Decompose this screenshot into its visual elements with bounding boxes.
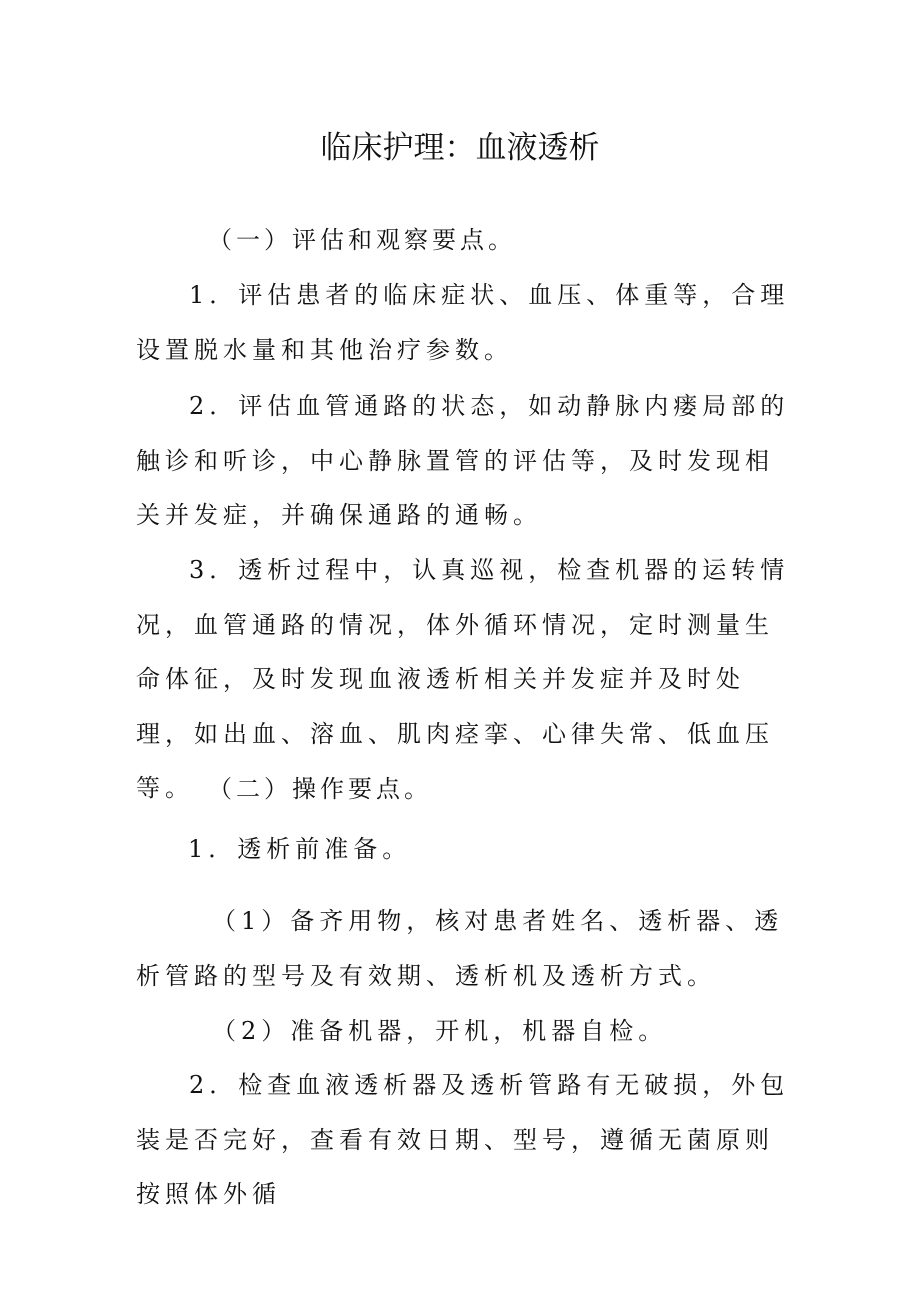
paragraph-assess-vascular-access: 2．评估血管通路的状态，如动静脉内瘘局部的触诊和听诊，中心静脉置管的评估等，及时发现相关并发症，并确保通路的通畅。 <box>136 392 790 529</box>
paragraph-assess-symptoms: 1．评估患者的临床症状、血压、体重等，合理设置脱水量和其他治疗参数。 <box>136 281 790 364</box>
paragraph-prepare-machine: （2）准备机器，开机，机器自检。 <box>212 1017 668 1045</box>
paragraph-pre-dialysis: 1．透析前准备。 <box>188 835 412 863</box>
section-heading-assessment: （一）评估和观察要点。 <box>208 226 516 254</box>
section-heading-operation: （二）操作要点。 <box>208 775 432 803</box>
page-title: 临床护理：血液透析 <box>320 130 600 166</box>
paragraph-prepare-supplies: （1）备齐用物，核对患者姓名、透析器、透析管路的型号及有效期、透析机及透析方式。 <box>136 907 784 990</box>
paragraph-check-dialyzer: 2．检查血液透析器及透析管路有无破损，外包装是否完好，查看有效日期、型号，遵循无菌原则按照体外循 <box>136 1071 790 1208</box>
paragraph-during-dialysis: 3．透析过程中，认真巡视，检查机器的运转情况，血管通路的情况，体外循环情况，定时测量生命体征，及时发现血液透析相关并发症并及时处理，如出血、溶血、肌肉痉挛、心律失常、低血压等。 <box>136 556 790 802</box>
